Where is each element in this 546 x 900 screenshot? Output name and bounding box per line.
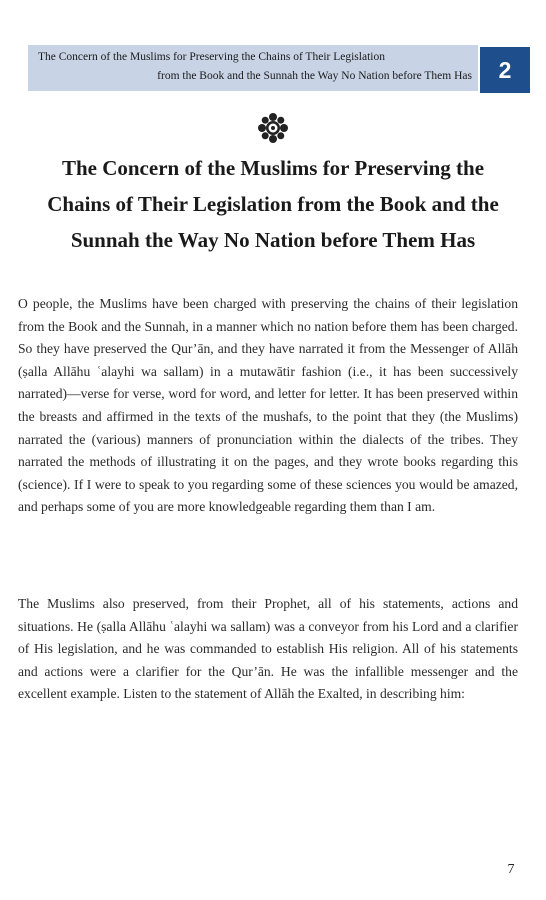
running-header-line-2: from the Book and the Sunnah the Way No Nation before Them Has bbox=[157, 70, 472, 82]
page-number: 7 bbox=[507, 862, 515, 877]
body-paragraph-2: The Muslims also preserved, from their Prophet, all of his statements, actions and situations. He (ṣalla Allāhu ʿalayhi wa sallam) was a conveyor from his Lord and a clarifier of His legislation, and he was commanded to establish His religion. All of his statements and actions were a clarifier for the Qur’ān. He was the infallible messenger and the excellent example. Listen to the statement of Allāh the Exalted, in describing him: bbox=[18, 596, 518, 702]
running-header-line-1: The Concern of the Muslims for Preserving the Chains of Their Legislation bbox=[38, 51, 385, 63]
running-header bbox=[28, 48, 474, 86]
floral-ornament-icon bbox=[257, 112, 289, 144]
body-paragraph-1: O people, the Muslims have been charged with preserving the chains of their legislation from the Book and the Sunnah, in a manner which no nation before them has been charged. So they have preserved the Qur’ān, and they have narrated it from the Messenger of Allāh (ṣalla Allāhu ʿalayhi wa sallam) in a mutawātir fashion (i.e., it has been successively narrated)—verse for verse, word for word, and letter for letter. It has been preserved within the breasts and affirmed in the texts of the mushafs, to the point that they (the Muslims) narrated the (various) manners of pronunciation within the dialects of the tribes. They narrated the methods of illustrating it on the pages, and they wrote books regarding this (science). If I were to speak to you regarding some of these sciences you would be amazed, and perhaps some of you are more knowledgeable regarding them than I am. bbox=[18, 296, 518, 515]
chapter-number-badge: 2 bbox=[480, 47, 530, 93]
chapter-title: The Concern of the Muslims for Preserving the Chains of Their Legislation from the Book and the Sunnah the Way No Nation before Them Has bbox=[47, 156, 499, 252]
